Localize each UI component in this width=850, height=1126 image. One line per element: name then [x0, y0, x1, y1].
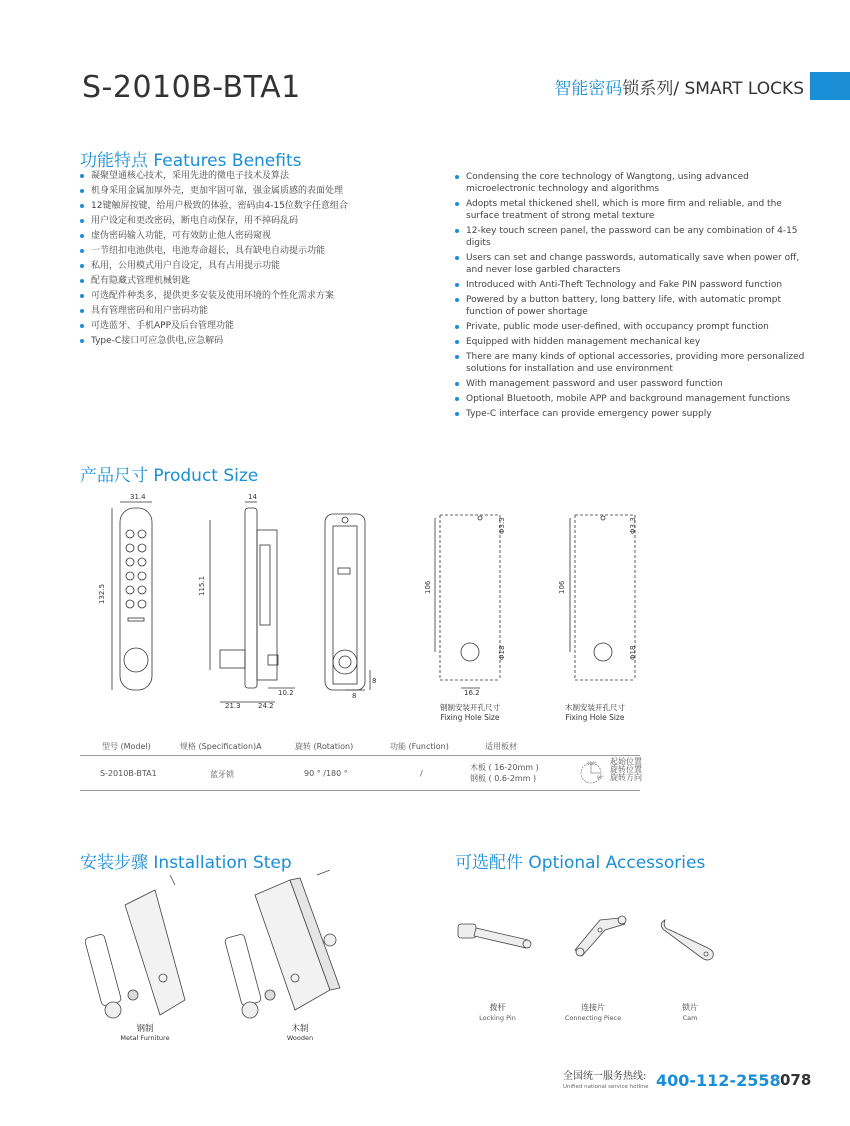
- install-wood-caption: [265, 1022, 335, 1042]
- dim-label: 10.2: [278, 689, 294, 697]
- list-item: Type-C interface can provide emergency power supply: [455, 408, 815, 420]
- locking-pin-icon: [458, 924, 531, 948]
- list-item: Powered by a button battery, long battery life, with automatic prompt function of power shortage: [455, 294, 815, 318]
- hotline-label-cn: 全国统一服务热线:: [563, 1071, 647, 1082]
- accessories-illustration: [450, 910, 730, 970]
- dim-label: Φ18: [629, 645, 637, 660]
- list-item: 虚伪密码输入功能，可有效防止他人密码窥视: [80, 230, 420, 242]
- header-accent-bar: [810, 72, 850, 100]
- lock-body-wood: [224, 934, 261, 1007]
- lock-body-steel: [85, 934, 122, 1007]
- list-item: Users can set and change passwords, automatically save when power off, and never lose garbled characters: [455, 252, 815, 276]
- list-item: 配有隐藏式管理机械钥匙: [80, 275, 420, 287]
- hotline-label: [563, 1072, 649, 1092]
- features-cn-list: [80, 170, 420, 350]
- dim-label: 132.5: [98, 583, 106, 604]
- steel-hole-caption-cn: 钢制安装开孔尺寸: [440, 703, 500, 712]
- steel-hole-caption-en: Fixing Hole Size: [440, 713, 500, 722]
- list-item: There are many kinds of optional accessories, providing more personalized solutions for installation and use environment: [455, 351, 815, 375]
- accessory-cn: 拨杆: [489, 1003, 506, 1012]
- legend-start: 起始位置: [610, 757, 642, 766]
- accessories-heading: [455, 848, 705, 873]
- list-item: With management password and user password function: [455, 378, 815, 390]
- list-item: Type-C接口可应急供电,应急解码: [80, 335, 420, 347]
- list-item: 具有管理密码和用户密码功能: [80, 305, 420, 317]
- list-item: Equipped with hidden management mechanical key: [455, 336, 815, 348]
- accessory-en: Locking Pin: [479, 1014, 516, 1022]
- page-number: 078: [780, 1071, 812, 1089]
- spec-cell-function: /: [420, 769, 423, 778]
- list-item: 机身采用金属加厚外壳，更加牢固可靠，强金属质感的表面处理: [80, 185, 420, 197]
- installation-heading-cn: 安装步骤: [80, 853, 148, 873]
- spec-header-cell: 规格 (Specification)A: [180, 742, 262, 751]
- lock-front-outline: [120, 508, 152, 690]
- spec-cell-spec: 蓝牙锁: [210, 770, 234, 779]
- dim-label: Φ3.3: [498, 517, 506, 534]
- accessories-heading-en: Optional Accessories: [528, 853, 706, 873]
- list-item: 可选蓝牙、手机APP及后台管理功能: [80, 320, 420, 332]
- legend-direction: 旋转方向: [610, 773, 642, 782]
- product-model-title: S-2010B-BTA1: [82, 70, 301, 105]
- dim-label: 8: [372, 677, 377, 685]
- product-size-heading: [80, 461, 258, 486]
- spec-header-cell: 旋转 (Rotation): [295, 742, 354, 751]
- list-item: Optional Bluetooth, mobile APP and background management functions: [455, 393, 815, 405]
- list-item: 凝聚望通核心技术，采用先进的微电子技术及算法: [80, 170, 420, 182]
- connecting-piece-icon: [575, 916, 626, 956]
- dim-label: 24.2: [258, 702, 274, 710]
- spec-table-header: [80, 735, 640, 756]
- list-item: Private, public mode user-defined, with occupancy prompt function: [455, 321, 815, 333]
- rotation-mark-180: 180°: [587, 761, 597, 766]
- hotline-label-en: Unified national service hotline: [563, 1084, 649, 1090]
- list-item: Adopts metal thickened shell, which is more firm and reliable, and the surface treatment of strong metal texture: [455, 198, 815, 222]
- dim-label: 106: [558, 580, 566, 594]
- accessory-cn: 锁片: [682, 1003, 698, 1012]
- accessory-en: Connecting Piece: [564, 1014, 622, 1022]
- dim-label: Φ18: [498, 645, 506, 660]
- series-title: [554, 74, 804, 99]
- dim-label: 14: [248, 493, 257, 501]
- install-steel-en: Metal Furniture: [120, 1034, 170, 1042]
- steel-hole-caption: [425, 702, 515, 722]
- accessories-heading-cn: 可选配件: [455, 853, 523, 873]
- series-en: SMART LOCKS: [679, 79, 804, 99]
- dim-label: 106: [424, 580, 432, 594]
- wood-hole-caption-en: Fixing Hole Size: [565, 713, 625, 722]
- rotation-legend: [610, 758, 642, 782]
- installation-heading-en: Installation Step: [153, 853, 292, 873]
- dim-label: 8: [352, 692, 357, 700]
- dim-label: 31.4: [130, 493, 146, 501]
- hotline-number: 400-112-2558: [656, 1071, 781, 1090]
- dim-label: 115.1: [198, 575, 206, 596]
- rotation-diagram-icon: [578, 760, 604, 786]
- install-wood-en: Wooden: [286, 1034, 314, 1042]
- accessory-en: Cam: [682, 1014, 698, 1022]
- features-en-list: [455, 171, 815, 423]
- install-wood-cn: 木制: [291, 1024, 309, 1034]
- spec-header-cell: 功能 (Function): [390, 742, 449, 751]
- series-cn-dark: 锁系列/: [622, 79, 680, 99]
- features-heading: [80, 146, 302, 171]
- product-size-heading-cn: 产品尺寸: [80, 466, 148, 486]
- wood-hole-caption-cn: 木制安装开孔尺寸: [565, 703, 625, 712]
- list-item: 12-key touch screen panel, the password can be any combination of 4-15 digits: [455, 225, 815, 249]
- spec-table-row: [80, 756, 640, 791]
- list-item: 12键触屏按键，给用户极致的体验，密码由4-15位数字任意组合: [80, 200, 420, 212]
- dim-label: 16.2: [464, 689, 480, 697]
- features-heading-en: Features Benefits: [153, 151, 302, 171]
- features-heading-cn: 功能特点: [80, 151, 148, 171]
- knob-outline: [124, 648, 148, 672]
- legend-rotate: 旋转位置: [610, 765, 642, 774]
- cam-icon: [661, 920, 713, 960]
- dim-label: Φ3.3: [629, 517, 637, 534]
- install-steel-caption: [110, 1022, 180, 1042]
- accessory-cam-label: [670, 1003, 710, 1023]
- spec-cell-rotation: 90 ° /180 °: [304, 769, 348, 778]
- spec-header-cell: 型号 (Model): [102, 742, 151, 751]
- wood-hole-caption: [550, 702, 640, 722]
- product-size-heading-en: Product Size: [153, 466, 259, 486]
- keypad-buttons: [126, 530, 146, 608]
- list-item: 私用，公用模式用户自设定，具有占用提示功能: [80, 260, 420, 272]
- series-cn-blue: 智能密码: [554, 79, 623, 99]
- accessory-cn: 连接片: [581, 1003, 605, 1012]
- installation-illustration: [85, 870, 375, 1030]
- list-item: Condensing the core technology of Wangtong, using advanced microelectronic technology and algorithms: [455, 171, 815, 195]
- accessory-connecting-piece-label: [558, 1003, 628, 1023]
- rotation-mark-90: 90°: [597, 775, 604, 780]
- list-item: 一节纽扣电池供电，电池寿命超长，具有缺电自动提示功能: [80, 245, 420, 257]
- list-item: 用户设定和更改密码，断电自动保存，用不掉码乱码: [80, 215, 420, 227]
- spec-header-cell: 适用板材: [485, 742, 517, 751]
- accessory-locking-pin-label: [470, 1003, 525, 1023]
- install-steel-cn: 钢制: [136, 1024, 154, 1034]
- spec-cell-board-steel: 钢板 ( 0.6-2mm ): [470, 774, 537, 783]
- dim-label: 21.3: [225, 702, 241, 710]
- list-item: 可选配件种类多，提供更多安装及使用环境的个性化需求方案: [80, 290, 420, 302]
- list-item: Introduced with Anti-Theft Technology and Fake PIN password function: [455, 279, 815, 291]
- spec-cell-board-wood: 木板 ( 16-20mm ): [470, 763, 539, 772]
- spec-cell-model: S-2010B-BTA1: [100, 769, 157, 778]
- dimension-drawing: [80, 490, 780, 725]
